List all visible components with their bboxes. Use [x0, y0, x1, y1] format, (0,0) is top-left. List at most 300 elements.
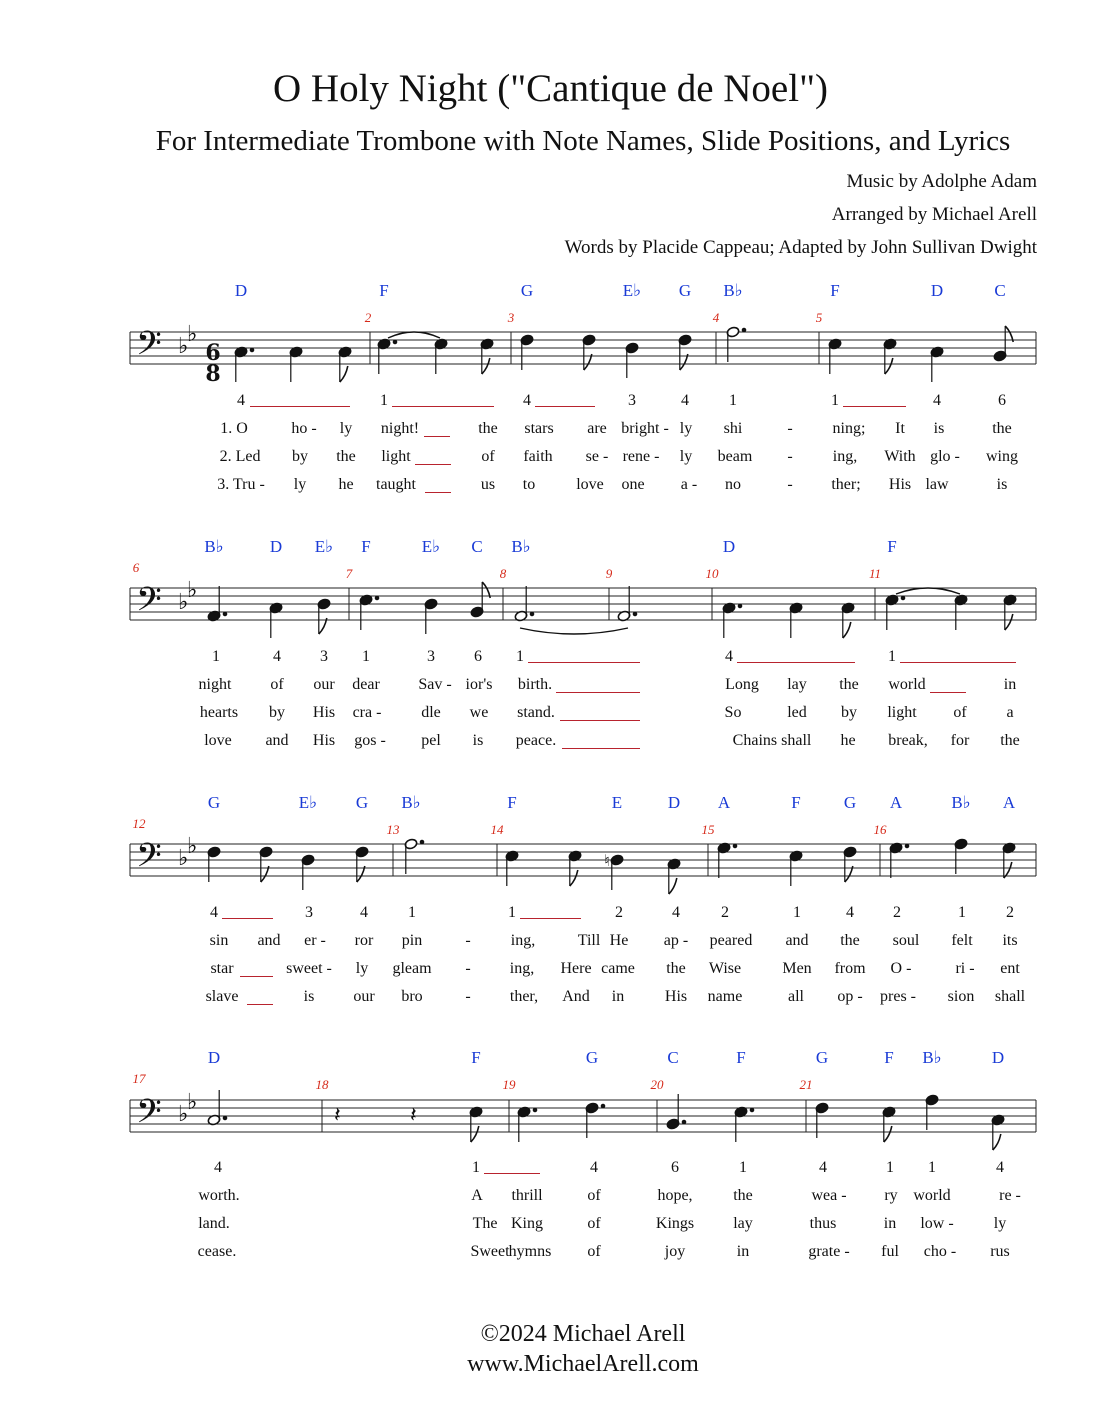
note-name: E♭: [298, 793, 318, 812]
lyric-verse3: -: [787, 476, 793, 493]
lyric-verse1: bright -: [621, 420, 669, 437]
flat-icon: ♭: [187, 1090, 198, 1115]
lyric-verse1: its: [1002, 932, 1018, 949]
slide-position: 1: [408, 904, 416, 921]
lyric-verse2: the: [336, 448, 356, 465]
lyric-verse3: all: [788, 988, 804, 1005]
lyric-verse3: bro: [401, 988, 423, 1005]
note-name: B♭: [951, 793, 971, 812]
note-name: A: [889, 793, 903, 812]
arranger-credit: Arranged by Michael Arell: [831, 204, 1037, 225]
slide-position: 4: [819, 1159, 827, 1176]
lyric-verse1: birth.: [517, 676, 553, 693]
measure-number: 13: [386, 822, 400, 837]
lyric-verse2: beam: [717, 448, 753, 465]
copyright: ©2024 Michael Arell: [480, 1321, 686, 1347]
lyric-verse1: are: [587, 420, 607, 437]
lyric-verse1: ing,: [510, 932, 536, 949]
note-dot: [223, 1116, 227, 1120]
lyric-verse2: Here: [560, 960, 592, 977]
slide-position: 4: [933, 392, 941, 409]
measure-number: 8: [499, 566, 507, 581]
lyric-verse2: sweet -: [286, 960, 332, 977]
lyric-verse2: in: [883, 1215, 897, 1232]
note-dot: [375, 596, 379, 600]
note-flag: [570, 870, 578, 886]
measure-number: 19: [502, 1077, 516, 1092]
lyric-verse3: cho -: [923, 1243, 957, 1260]
flat-icon: ♭: [178, 846, 189, 871]
lyric-verse2: Men: [782, 960, 812, 977]
lyric-verse3: taught: [376, 476, 416, 493]
note-dot: [533, 1108, 537, 1112]
measure-number: 20: [650, 1077, 664, 1092]
lyric-verse3: ther;: [831, 476, 861, 493]
note-name: F: [830, 281, 840, 300]
slide-position: 1: [472, 1159, 480, 1176]
slide-position: 4: [672, 904, 680, 921]
note-name: F: [884, 1048, 894, 1067]
note-name: D: [930, 281, 944, 300]
lyric-verse1: world: [888, 676, 926, 693]
note-flag: [482, 358, 490, 374]
lyric-verse1: night!: [380, 420, 420, 437]
note-name: F: [361, 537, 371, 556]
note-name: F: [379, 281, 389, 300]
lyric-verse1: felt: [951, 932, 973, 949]
lyric-verse2: ing,: [832, 448, 858, 465]
note-name: B♭: [401, 793, 421, 812]
time-signature-bottom: 8: [205, 361, 221, 387]
slide-position: 2: [615, 904, 623, 921]
lyric-verse2: faith: [523, 448, 553, 465]
slide-position: 4: [725, 648, 733, 665]
slide-position: 4: [996, 1159, 1004, 1176]
measure-number: 6: [132, 560, 140, 575]
slide-position: 1: [928, 1159, 936, 1176]
lyric-verse1: wea -: [811, 1187, 847, 1204]
note-name: A: [1002, 793, 1016, 812]
flat-icon: ♭: [187, 578, 198, 603]
measure-number: 18: [315, 1077, 329, 1092]
lyric-verse3: 3. Tru -: [217, 476, 265, 493]
note-flag: [843, 622, 851, 638]
lyric-verse2: lay: [733, 1215, 753, 1232]
eighth-rest-icon: 𝄽: [410, 1103, 417, 1128]
lyric-verse2: by: [841, 704, 857, 721]
lyric-verse3: us: [480, 476, 496, 493]
lyric-verse1: lay: [787, 676, 807, 693]
slide-position: 4: [360, 904, 368, 921]
lyric-verse3: And: [562, 988, 590, 1005]
lyric-verse2: of: [587, 1215, 601, 1232]
slide-position: 3: [305, 904, 313, 921]
slide-position: 4: [681, 392, 689, 409]
lyric-verse1: of: [270, 676, 284, 693]
slide-position: 1: [362, 648, 370, 665]
lyric-verse1: the: [478, 420, 498, 437]
note-name: C: [471, 537, 483, 556]
lyric-verse3: -: [465, 988, 471, 1005]
lyric-verse3: pres -: [880, 988, 916, 1005]
note-flag: [885, 358, 893, 374]
lyric-verse1: night: [198, 676, 232, 693]
lyric-verse1: ly: [339, 420, 353, 437]
measure-number: 5: [815, 310, 823, 325]
lyric-verse2: came: [601, 960, 635, 977]
slide-position: 1: [886, 1159, 894, 1176]
lyric-verse3: in: [611, 988, 625, 1005]
lyric-verse3: gos -: [354, 732, 386, 749]
note-name: F: [736, 1048, 746, 1067]
flat-icon: ♭: [187, 322, 198, 347]
measure-number: 9: [605, 566, 613, 581]
lyric-verse2: wing: [986, 448, 1018, 465]
lyric-verse2: of: [481, 448, 495, 465]
note-name: B♭: [922, 1048, 942, 1067]
note-dot: [742, 328, 746, 332]
note-dot: [901, 596, 905, 600]
lyric-verse3: and: [265, 732, 289, 749]
time-signature-top: 6: [205, 340, 221, 366]
lyric-verse3: op -: [837, 988, 863, 1005]
slide-position: 6: [474, 648, 482, 665]
note-flag: [471, 1126, 479, 1142]
lyric-verse3: law: [925, 476, 949, 493]
note-name: C: [994, 281, 1006, 300]
note-name: G: [355, 793, 369, 812]
slide-position: 1: [516, 648, 524, 665]
slide-position: 3: [427, 648, 435, 665]
lyric-verse3: break,: [888, 732, 928, 749]
lyric-verse3: a -: [680, 476, 698, 493]
note-dot: [633, 612, 637, 616]
lyric-verse2: -: [787, 448, 793, 465]
lyric-verse2: dle: [421, 704, 441, 721]
lyric-verse1: 1. O: [220, 420, 248, 437]
lyric-verse3: of: [587, 1243, 601, 1260]
tie: [520, 628, 628, 634]
flat-icon: ♭: [178, 1102, 189, 1127]
measure-number: 15: [701, 822, 715, 837]
measure-number: 14: [490, 822, 504, 837]
lyric-verse2: -: [465, 960, 471, 977]
slide-position: 1: [831, 392, 839, 409]
lyric-verse3: pel: [421, 732, 441, 749]
lyric-verse2: stand.: [517, 704, 555, 721]
note-name: F: [507, 793, 517, 812]
lyric-verse1: re -: [999, 1187, 1021, 1204]
slide-position: 2: [721, 904, 729, 921]
note-name: D: [667, 793, 681, 812]
note-dot: [733, 844, 737, 848]
lyric-verse2: low -: [920, 1215, 954, 1232]
slide-position: 4: [237, 392, 245, 409]
note-name: B♭: [511, 537, 531, 556]
lyric-verse2: star: [210, 960, 234, 977]
note-name: B♭: [723, 281, 743, 300]
lyric-verse3: hymns: [508, 1243, 552, 1260]
lyric-verse3: for: [950, 732, 970, 749]
lyric-verse1: worth.: [198, 1187, 240, 1204]
lyric-verse1: the: [840, 932, 860, 949]
lyric-verse2: glo -: [930, 448, 960, 465]
slide-position: 2: [893, 904, 901, 921]
lyric-verse3: Sweet: [470, 1243, 510, 1260]
lyric-verse2: light: [381, 448, 411, 465]
page-subtitle: For Intermediate Trombone with Note Names, Slide Positions, and Lyrics: [155, 125, 1011, 157]
lyric-verse2: by: [292, 448, 308, 465]
lyric-verse3: ly: [293, 476, 307, 493]
note-name: G: [520, 281, 534, 300]
note-flag: [993, 1134, 1001, 1150]
lyric-verse1: ly: [679, 420, 693, 437]
flat-icon: ♭: [178, 334, 189, 359]
measure-number: 7: [345, 566, 353, 581]
lyric-verse1: is: [933, 420, 945, 437]
quarter-rest-icon: 𝄽: [334, 1103, 341, 1128]
lyric-verse2: we: [469, 704, 489, 721]
lyric-verse3: one: [621, 476, 645, 493]
note-name: G: [843, 793, 857, 812]
slide-position: 4: [523, 392, 531, 409]
measure-number: 12: [132, 816, 146, 831]
lyric-verse3: grate -: [808, 1243, 850, 1260]
lyric-verse3: is: [303, 988, 315, 1005]
lyric-verse2: So: [724, 704, 742, 721]
lyricist-credit: Words by Placide Cappeau; Adapted by John Sullivan Dwight: [564, 237, 1037, 258]
lyric-verse1: stars: [524, 420, 554, 437]
note-dot: [682, 1120, 686, 1124]
note-name: F: [791, 793, 801, 812]
slide-position: 6: [998, 392, 1006, 409]
lyric-verse3: ful: [881, 1243, 899, 1260]
note-dot: [250, 348, 254, 352]
lyric-verse2: thus: [809, 1215, 837, 1232]
slide-position: 1: [508, 904, 516, 921]
lyric-verse2: by: [269, 704, 285, 721]
lyric-verse1: and: [257, 932, 281, 949]
slide-position: 4: [214, 1159, 222, 1176]
page-title: O Holy Night ("Cantique de Noel"): [273, 67, 828, 110]
lyric-verse2: ly: [355, 960, 369, 977]
lyric-verse3: sion: [947, 988, 975, 1005]
note-name: D: [722, 537, 736, 556]
lyric-verse1: thrill: [511, 1187, 543, 1204]
note-flag: [669, 878, 677, 894]
note-dot: [905, 844, 909, 848]
slide-position: 1: [729, 392, 737, 409]
measure-number: 16: [873, 822, 887, 837]
lyric-verse2: from: [834, 960, 866, 977]
lyric-verse1: the: [992, 420, 1012, 437]
note-name: G: [815, 1048, 829, 1067]
bass-clef-icon: 𝄢: [136, 325, 162, 371]
tie: [896, 588, 960, 594]
bass-clef-icon: 𝄢: [136, 1093, 162, 1139]
lyric-verse1: ap -: [663, 932, 689, 949]
lyric-verse2: ly: [993, 1215, 1007, 1232]
slide-position: 4: [273, 648, 281, 665]
lyric-verse2: the: [666, 960, 686, 977]
lyric-verse1: hope,: [657, 1187, 693, 1204]
lyric-verse1: A: [471, 1187, 483, 1204]
lyric-verse2: With: [884, 448, 916, 465]
lyric-verse2: rene -: [622, 448, 660, 465]
note-name: E♭: [421, 537, 441, 556]
lyric-verse3: no: [725, 476, 741, 493]
note-name: A: [717, 793, 731, 812]
measure-number: 17: [132, 1071, 146, 1086]
note-name: G: [585, 1048, 599, 1067]
natural-icon: ♮: [604, 851, 610, 870]
measure-number: 10: [705, 566, 719, 581]
slide-position: 3: [320, 648, 328, 665]
lyric-verse3: to: [522, 476, 536, 493]
lyric-verse3: His: [312, 732, 336, 749]
lyric-verse1: world: [913, 1187, 951, 1204]
lyric-verse3: His: [888, 476, 912, 493]
lyric-verse1: soul: [892, 932, 920, 949]
note-dot: [420, 840, 424, 844]
lyric-verse2: O -: [890, 960, 912, 977]
note-dot: [738, 604, 742, 608]
lyric-verse3: rus: [990, 1243, 1010, 1260]
lyric-verse1: ior's: [465, 676, 493, 693]
lyric-verse2: ent: [1000, 960, 1020, 977]
lyric-verse3: joy: [664, 1243, 686, 1260]
flat-icon: ♭: [178, 590, 189, 615]
measure-number: 4: [712, 310, 720, 325]
lyric-verse2: Wise: [708, 960, 742, 977]
lyric-verse1: sin: [209, 932, 229, 949]
lyric-verse3: slave: [205, 988, 239, 1005]
slide-position: 3: [628, 392, 636, 409]
lyric-verse3: peace.: [515, 732, 557, 749]
note-name: D: [234, 281, 248, 300]
lyric-verse1: Till: [577, 932, 601, 949]
lyric-verse2: His: [312, 704, 336, 721]
lyric-verse3: is: [996, 476, 1008, 493]
note-name: F: [471, 1048, 481, 1067]
note-name: E♭: [622, 281, 642, 300]
lyric-verse3: love: [576, 476, 604, 493]
note-dot: [601, 1104, 605, 1108]
lyric-verse2: The: [472, 1215, 498, 1232]
lyric-verse1: ror: [354, 932, 374, 949]
lyric-verse3: he: [338, 476, 354, 493]
lyric-verse1: in: [1003, 676, 1017, 693]
lyric-verse3: he: [840, 732, 856, 749]
website-link[interactable]: www.MichaelArell.com: [467, 1351, 699, 1377]
lyric-verse1: the: [733, 1187, 753, 1204]
lyric-verse1: shi: [723, 420, 743, 437]
lyric-verse2: King: [511, 1215, 543, 1232]
measure-number: 21: [799, 1077, 813, 1092]
note-name: B♭: [204, 537, 224, 556]
lyric-verse1: -: [787, 420, 793, 437]
lyric-verse1: He: [609, 932, 629, 949]
note-name: G: [207, 793, 221, 812]
note-name: E: [611, 793, 623, 812]
lyric-verse2: se -: [585, 448, 609, 465]
lyric-verse2: a: [1006, 704, 1014, 721]
lyric-verse2: gleam: [392, 960, 432, 977]
note-name: F: [887, 537, 897, 556]
note-name: G: [678, 281, 692, 300]
note-name: D: [991, 1048, 1005, 1067]
slide-position: 6: [671, 1159, 679, 1176]
note-name: C: [667, 1048, 679, 1067]
lyric-verse2: hearts: [199, 704, 239, 721]
lyric-verse2: ly: [679, 448, 693, 465]
lyric-verse3: love: [204, 732, 232, 749]
slide-position: 4: [846, 904, 854, 921]
lyric-verse3: in: [736, 1243, 750, 1260]
lyric-verse3: the: [1000, 732, 1020, 749]
slide-position: 4: [590, 1159, 598, 1176]
lyric-verse1: Sav -: [418, 676, 452, 693]
note-flag: [340, 366, 348, 382]
note-flag: [1005, 614, 1013, 630]
note-dot: [223, 612, 227, 616]
slide-position: 1: [958, 904, 966, 921]
lyric-verse2: cra -: [352, 704, 382, 721]
lyric-verse2: of: [953, 704, 967, 721]
slide-position: 1: [793, 904, 801, 921]
lyric-verse3: His: [664, 988, 688, 1005]
lyric-verse2: 2. Led: [219, 448, 261, 465]
lyric-verse3: name: [707, 988, 743, 1005]
bass-clef-icon: 𝄢: [136, 837, 162, 883]
note-dot: [530, 612, 534, 616]
note-name: D: [269, 537, 283, 556]
lyric-verse3: our: [353, 988, 375, 1005]
note-name: D: [207, 1048, 221, 1067]
tie: [388, 332, 440, 338]
bass-clef-icon: 𝄢: [136, 581, 162, 627]
lyric-verse1: dear: [352, 676, 380, 693]
slide-position: 1: [739, 1159, 747, 1176]
measure-number: 2: [364, 310, 372, 325]
lyric-verse1: It: [895, 420, 905, 437]
slide-position: 1: [888, 648, 896, 665]
lyric-verse2: Kings: [655, 1215, 695, 1232]
slide-position: 4: [210, 904, 218, 921]
lyric-verse1: -: [465, 932, 471, 949]
slide-position: 1: [380, 392, 388, 409]
lyric-verse1: and: [785, 932, 809, 949]
slide-position: 2: [1006, 904, 1014, 921]
note-dot: [750, 1108, 754, 1112]
lyric-verse2: ri -: [955, 960, 975, 977]
lyric-verse2: land.: [198, 1215, 230, 1232]
lyric-verse1: ho -: [291, 420, 317, 437]
lyric-verse2: led: [787, 704, 807, 721]
lyric-verse3: shall: [994, 988, 1026, 1005]
lyric-verse1: pin: [401, 932, 423, 949]
lyric-verse1: er -: [304, 932, 326, 949]
lyric-verse1: ry: [884, 1187, 898, 1204]
lyric-verse1: our: [313, 676, 335, 693]
lyric-verse2: light: [887, 704, 917, 721]
note-name: E♭: [314, 537, 334, 556]
lyric-verse3: Chains shall: [732, 732, 812, 749]
slide-position: 1: [212, 648, 220, 665]
note-flag: [884, 1126, 892, 1142]
lyric-verse1: ning;: [832, 420, 866, 437]
lyric-verse1: the: [839, 676, 859, 693]
